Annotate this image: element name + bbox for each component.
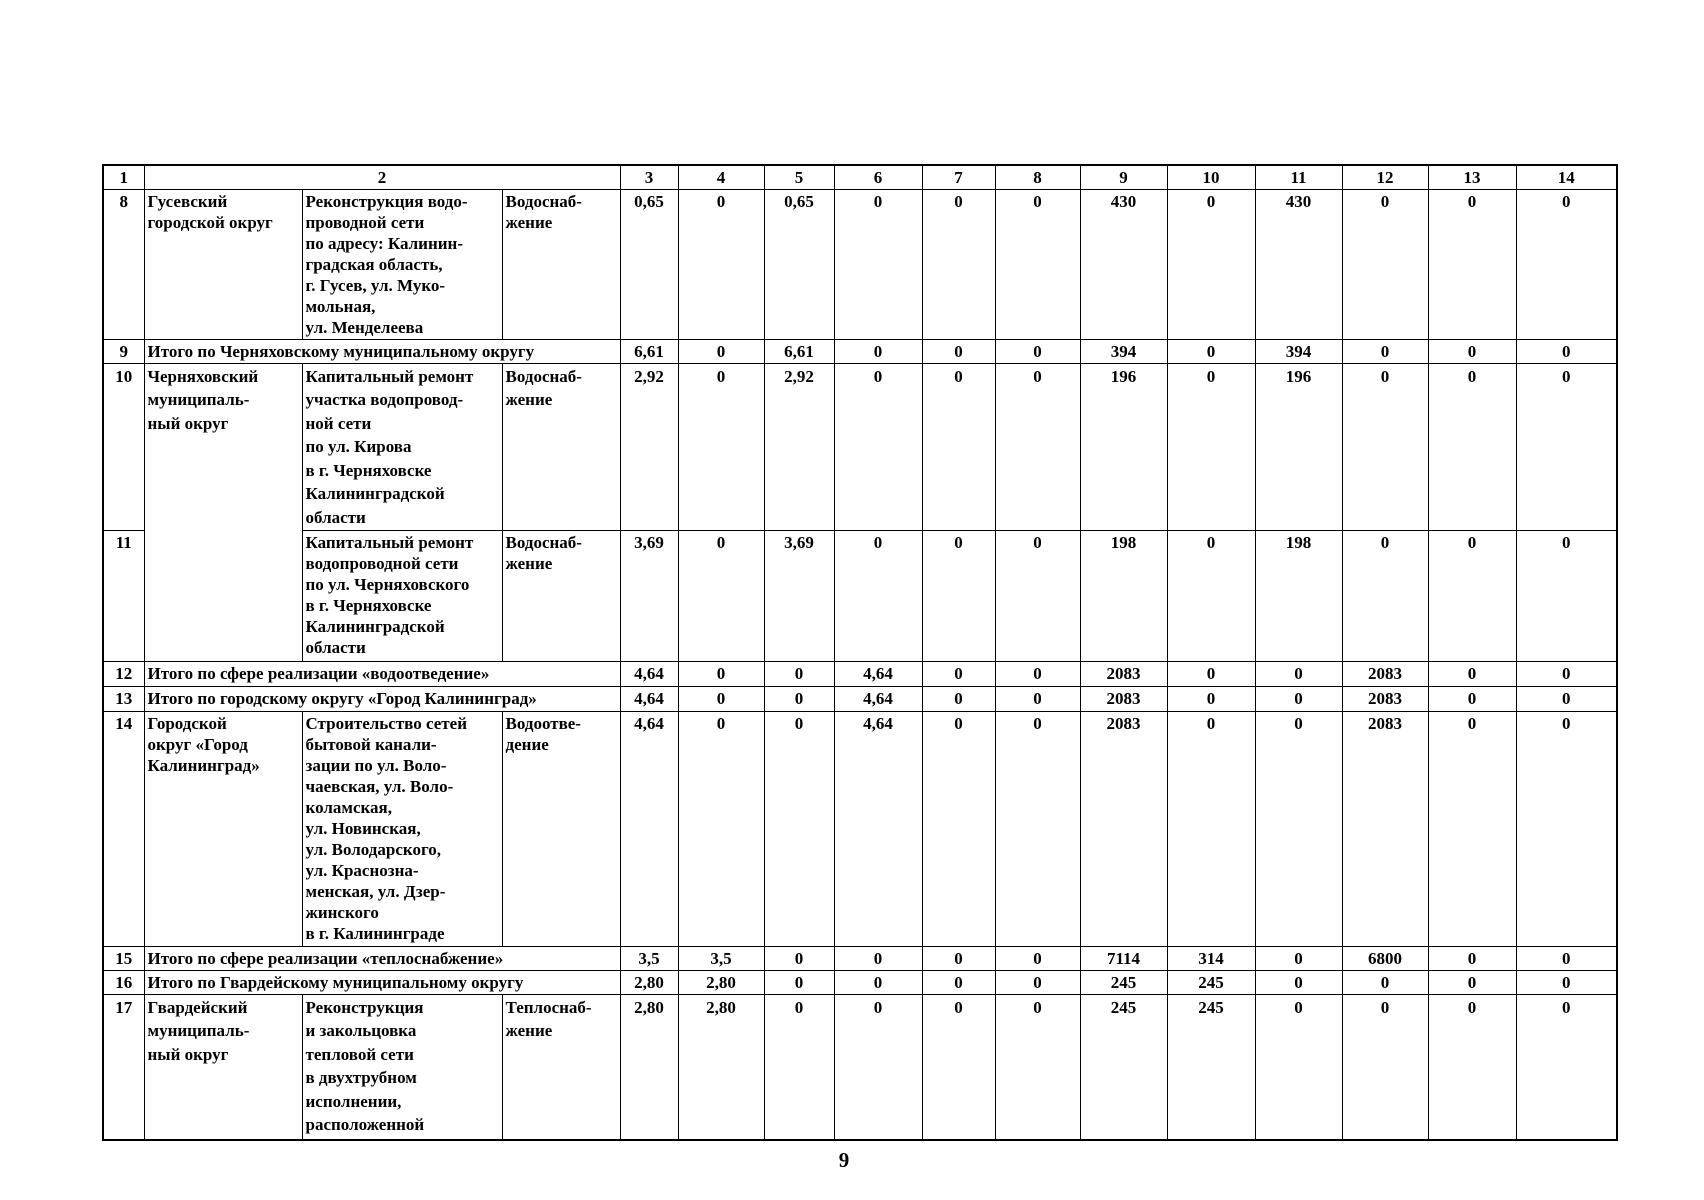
sphere-cell: Водоотве- дение [502,711,620,946]
summary-label: Итого по городскому округу «Город Калининград» [144,686,620,711]
project-cell: Реконструкция водо- проводной сети по адресу: Калинин- градская область, г. Гусев, ул. Муко- мольная, ул. Менделеева [302,189,502,339]
header-col-2: 2 [144,165,620,189]
value-col-9: 245 [1080,970,1167,994]
value-col-9: 198 [1080,530,1167,661]
value-col-4: 3,5 [678,946,764,970]
value-col-12: 0 [1342,530,1428,661]
summary-label: Итого по Черняховскому муниципальному округу [144,339,620,363]
value-col-9: 196 [1080,363,1167,530]
value-col-6: 0 [834,339,922,363]
municipality-cell: Гусевский городской округ [144,189,302,339]
row-number: 13 [103,686,144,711]
value-col-7: 0 [922,530,995,661]
value-col-8: 0 [995,661,1080,686]
value-col-6: 4,64 [834,686,922,711]
municipality-cell: Черняховский муниципаль- ный округ [144,363,302,661]
header-col-5: 5 [764,165,834,189]
value-col-7: 0 [922,661,995,686]
value-col-11: 0 [1255,946,1342,970]
value-col-5: 3,69 [764,530,834,661]
sphere-cell: Водоснаб- жение [502,189,620,339]
value-col-6: 0 [834,970,922,994]
header-col-13: 13 [1428,165,1516,189]
value-col-6: 0 [834,363,922,530]
value-col-13: 0 [1428,189,1516,339]
table-row [103,530,1617,661]
value-col-9: 2083 [1080,686,1167,711]
value-col-13: 0 [1428,363,1516,530]
header-col-6: 6 [834,165,922,189]
value-col-12: 0 [1342,363,1428,530]
row-number: 10 [103,363,144,530]
municipality-cell: Городской округ «Город Калининград» [144,711,302,946]
value-col-13: 0 [1428,970,1516,994]
investment-table [102,164,1618,1141]
value-col-12: 0 [1342,970,1428,994]
row-number: 14 [103,711,144,946]
summary-label: Итого по сфере реализации «теплоснабжение» [144,946,620,970]
value-col-11: 430 [1255,189,1342,339]
municipality-cell: Гвардейский муниципаль- ный округ [144,994,302,1140]
row-number: 17 [103,994,144,1140]
value-col-14: 0 [1516,711,1617,946]
header-col-8: 8 [995,165,1080,189]
value-col-13: 0 [1428,711,1516,946]
row-number: 12 [103,661,144,686]
project-cell: Реконструкция и закольцовка тепловой сети в двухтрубном исполнении, расположенной [302,994,502,1140]
value-col-13: 0 [1428,661,1516,686]
sphere-cell: Водоснаб- жение [502,363,620,530]
table-row-summary [103,970,1617,994]
value-col-13: 0 [1428,339,1516,363]
sphere-cell: Водоснаб- жение [502,530,620,661]
value-col-8: 0 [995,711,1080,946]
value-col-9: 2083 [1080,711,1167,946]
value-col-8: 0 [995,994,1080,1140]
value-col-11: 0 [1255,661,1342,686]
project-cell: Капитальный ремонт участка водопровод- ной сети по ул. Кирова в г. Черняховске Калининградской области [302,363,502,530]
value-col-3: 2,80 [620,994,678,1140]
value-col-4: 0 [678,661,764,686]
table-row-summary [103,661,1617,686]
project-cell: Строительство сетей бытовой канали- зации по ул. Воло- чаевская, ул. Воло- коламская, ул. Новинская, ул. Володарского, ул. Краснозна- менская, ул. Дзер- жинского в г. Калининграде [302,711,502,946]
header-col-1: 1 [103,165,144,189]
value-col-3: 2,80 [620,970,678,994]
value-col-10: 245 [1167,994,1255,1140]
value-col-11: 0 [1255,970,1342,994]
value-col-4: 0 [678,686,764,711]
value-col-10: 0 [1167,189,1255,339]
value-col-8: 0 [995,946,1080,970]
row-number: 16 [103,970,144,994]
value-col-12: 0 [1342,994,1428,1140]
value-col-7: 0 [922,339,995,363]
value-col-3: 3,5 [620,946,678,970]
value-col-7: 0 [922,994,995,1140]
value-col-6: 4,64 [834,711,922,946]
value-col-8: 0 [995,530,1080,661]
header-col-9: 9 [1080,165,1167,189]
value-col-6: 0 [834,946,922,970]
value-col-10: 0 [1167,339,1255,363]
value-col-14: 0 [1516,189,1617,339]
value-col-11: 196 [1255,363,1342,530]
value-col-3: 4,64 [620,686,678,711]
value-col-4: 2,80 [678,994,764,1140]
value-col-3: 4,64 [620,661,678,686]
value-col-7: 0 [922,711,995,946]
value-col-7: 0 [922,363,995,530]
value-col-4: 0 [678,711,764,946]
header-col-10: 10 [1167,165,1255,189]
value-col-8: 0 [995,970,1080,994]
row-number: 15 [103,946,144,970]
value-col-7: 0 [922,189,995,339]
value-col-10: 0 [1167,363,1255,530]
value-col-14: 0 [1516,686,1617,711]
value-col-3: 4,64 [620,711,678,946]
value-col-14: 0 [1516,970,1617,994]
value-col-13: 0 [1428,946,1516,970]
table-row [103,363,1617,530]
value-col-5: 0 [764,970,834,994]
value-col-3: 3,69 [620,530,678,661]
header-col-14: 14 [1516,165,1617,189]
value-col-4: 0 [678,363,764,530]
value-col-5: 0 [764,946,834,970]
value-col-3: 2,92 [620,363,678,530]
value-col-14: 0 [1516,661,1617,686]
value-col-9: 2083 [1080,661,1167,686]
value-col-5: 0 [764,711,834,946]
value-col-5: 0 [764,994,834,1140]
summary-label: Итого по Гвардейскому муниципальному округу [144,970,620,994]
header-row [103,165,1617,189]
value-col-11: 394 [1255,339,1342,363]
value-col-14: 0 [1516,530,1617,661]
table-row-summary [103,339,1617,363]
header-col-7: 7 [922,165,995,189]
value-col-10: 314 [1167,946,1255,970]
value-col-8: 0 [995,189,1080,339]
page-number: 9 [838,1148,850,1172]
value-col-4: 0 [678,189,764,339]
value-col-5: 2,92 [764,363,834,530]
value-col-11: 0 [1255,994,1342,1140]
table-row-summary [103,946,1617,970]
value-col-5: 6,61 [764,339,834,363]
value-col-5: 0 [764,661,834,686]
value-col-7: 0 [922,686,995,711]
row-number: 9 [103,339,144,363]
value-col-11: 0 [1255,711,1342,946]
value-col-7: 0 [922,970,995,994]
value-col-11: 198 [1255,530,1342,661]
value-col-7: 0 [922,946,995,970]
value-col-8: 0 [995,339,1080,363]
header-col-3: 3 [620,165,678,189]
value-col-10: 0 [1167,661,1255,686]
value-col-12: 2083 [1342,686,1428,711]
value-col-12: 6800 [1342,946,1428,970]
table-row [103,711,1617,946]
value-col-6: 0 [834,994,922,1140]
value-col-6: 4,64 [834,661,922,686]
value-col-5: 0 [764,686,834,711]
value-col-9: 430 [1080,189,1167,339]
value-col-10: 0 [1167,686,1255,711]
project-cell: Капитальный ремонт водопроводной сети по ул. Черняховского в г. Черняховске Калининградской области [302,530,502,661]
value-col-12: 2083 [1342,661,1428,686]
value-col-12: 2083 [1342,711,1428,946]
value-col-6: 0 [834,530,922,661]
value-col-8: 0 [995,686,1080,711]
value-col-9: 7114 [1080,946,1167,970]
header-col-12: 12 [1342,165,1428,189]
table-row [103,189,1617,339]
value-col-14: 0 [1516,339,1617,363]
row-number: 8 [103,189,144,339]
value-col-12: 0 [1342,189,1428,339]
value-col-3: 6,61 [620,339,678,363]
sphere-cell: Теплоснаб- жение [502,994,620,1140]
header-col-11: 11 [1255,165,1342,189]
summary-label: Итого по сфере реализации «водоотведение» [144,661,620,686]
value-col-14: 0 [1516,946,1617,970]
header-col-4: 4 [678,165,764,189]
row-number: 11 [103,530,144,661]
value-col-11: 0 [1255,686,1342,711]
value-col-13: 0 [1428,994,1516,1140]
value-col-14: 0 [1516,994,1617,1140]
value-col-10: 0 [1167,530,1255,661]
value-col-10: 245 [1167,970,1255,994]
value-col-13: 0 [1428,530,1516,661]
value-col-10: 0 [1167,711,1255,946]
value-col-9: 245 [1080,994,1167,1140]
value-col-12: 0 [1342,339,1428,363]
value-col-5: 0,65 [764,189,834,339]
value-col-14: 0 [1516,363,1617,530]
table-row-summary [103,686,1617,711]
value-col-6: 0 [834,189,922,339]
value-col-13: 0 [1428,686,1516,711]
value-col-4: 0 [678,530,764,661]
value-col-8: 0 [995,363,1080,530]
value-col-4: 2,80 [678,970,764,994]
value-col-9: 394 [1080,339,1167,363]
table-row [103,994,1617,1140]
value-col-3: 0,65 [620,189,678,339]
value-col-4: 0 [678,339,764,363]
